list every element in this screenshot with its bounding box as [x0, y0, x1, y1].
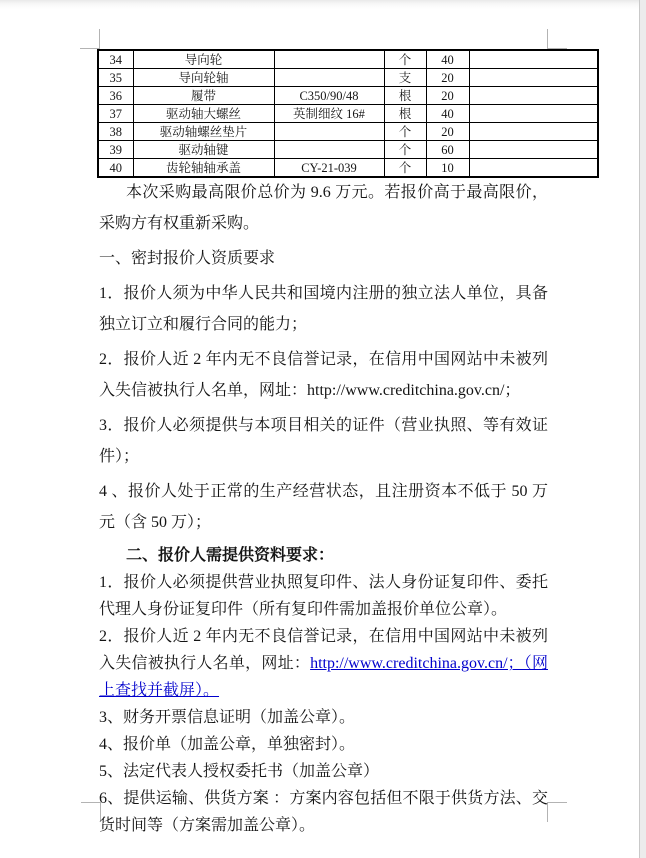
table-row — [98, 123, 598, 141]
section1-item-2: 2．报价人近 2 年内无不良信誉记录，在信用中国网站中未被列入失信被执行人名单，网址：http://www.creditchina.gov.cn/； — [99, 351, 548, 399]
section1-item-3: 3．报价人必须提供与本项目相关的证件（营业执照、等有效证件）； — [99, 417, 548, 465]
section2-item-2 — [99, 623, 548, 704]
cell-name: 履带 — [133, 87, 274, 105]
cell-no: 38 — [98, 123, 133, 141]
cell-spec — [274, 123, 384, 141]
text-boundary-mark-top-right — [547, 29, 567, 49]
cell-note — [469, 69, 598, 87]
cell-name: 驱动轴大螺丝 — [133, 105, 274, 123]
cell-spec: CY-21-039 — [274, 159, 384, 178]
table-row — [98, 105, 598, 123]
cell-unit: 根 — [384, 87, 426, 105]
table-row — [98, 159, 598, 178]
text-boundary-mark-bottom-right — [547, 802, 567, 822]
cell-name: 导向轮 — [133, 50, 274, 69]
cell-name: 导向轮轴 — [133, 69, 274, 87]
intro-paragraph: 本次采购最高限价总价为 9.6 万元。若报价高于最高限价，采购方有权重新采购。 — [99, 184, 548, 232]
creditchina-link[interactable]: http://www.creditchina.gov.cn/；（网上查找并截屏）。 — [99, 655, 548, 699]
cell-note — [469, 105, 598, 123]
cell-note — [469, 123, 598, 141]
cell-qty: 40 — [426, 105, 469, 123]
section2-item-4: 4、报价单（加盖公章，单独密封）。 — [99, 736, 356, 753]
table-row — [98, 50, 598, 69]
table-row — [98, 141, 598, 159]
document-body-text — [99, 177, 548, 839]
section2-item-2-text: 2．报价人近 2 年内无不良信誉记录，在信用中国网站中未被列入失信被执行人名单，网址： — [99, 628, 548, 672]
section1-item-1: 1．报价人须为中华人民共和国境内注册的独立法人单位，具备独立订立和履行合同的能力； — [99, 285, 548, 333]
section2-item-3: 3、财务开票信息证明（加盖公章）。 — [99, 709, 356, 726]
table-row — [98, 87, 598, 105]
cell-no: 39 — [98, 141, 133, 159]
cell-unit: 个 — [384, 141, 426, 159]
cell-note — [469, 141, 598, 159]
cell-unit: 个 — [384, 159, 426, 178]
text-boundary-mark-top-left — [80, 29, 100, 49]
cell-unit: 支 — [384, 69, 426, 87]
cell-spec: 英制细纹 16# — [274, 105, 384, 123]
section2-item-6: 6、提供运输、供货方案 ：方案内容包括但不限于供货方法、交货时间等（方案需加盖公章）。 — [99, 790, 548, 834]
cell-spec — [274, 141, 384, 159]
cell-qty: 10 — [426, 159, 469, 178]
cell-no: 35 — [98, 69, 133, 87]
text-boundary-mark-bottom-left — [81, 802, 101, 822]
page-top-edge — [0, 0, 646, 9]
cell-unit: 个 — [384, 50, 426, 69]
section2-item-5: 5、法定代表人授权委托书（加盖公章） — [99, 763, 380, 780]
section2-item-1: 1．报价人必须提供营业执照复印件、法人身份证复印件、委托代理人身份证复印件（所有复印件需加盖报价单位公章）。 — [99, 574, 548, 618]
cell-note — [469, 159, 598, 178]
cell-qty: 20 — [426, 123, 469, 141]
cell-qty: 20 — [426, 87, 469, 105]
cell-note — [469, 87, 598, 105]
cell-no: 34 — [98, 50, 133, 69]
cell-no: 40 — [98, 159, 133, 178]
cell-unit: 根 — [384, 105, 426, 123]
cell-no: 37 — [98, 105, 133, 123]
cell-name: 齿轮轴轴承盖 — [133, 159, 274, 178]
section1-item-4: 4 、报价人处于正常的生产经营状态，且注册资本不低于 50 万元（含 50 万）； — [99, 483, 548, 531]
section2-heading: 二、报价人需提供资料要求： — [126, 547, 335, 564]
cell-note — [469, 50, 598, 69]
cell-name: 驱动轴键 — [133, 141, 274, 159]
cell-no: 36 — [98, 87, 133, 105]
cell-unit: 个 — [384, 123, 426, 141]
cell-spec — [274, 69, 384, 87]
cell-name: 驱动轴螺丝垫片 — [133, 123, 274, 141]
cell-qty: 60 — [426, 141, 469, 159]
cell-qty: 40 — [426, 50, 469, 69]
table-row — [98, 69, 598, 87]
cell-spec: C350/90/48 — [274, 87, 384, 105]
items-table — [97, 49, 599, 178]
cell-qty: 20 — [426, 69, 469, 87]
cell-spec — [274, 50, 384, 69]
section1-heading: 一、密封报价人资质要求 — [99, 250, 276, 267]
page-right-edge — [639, 0, 646, 858]
